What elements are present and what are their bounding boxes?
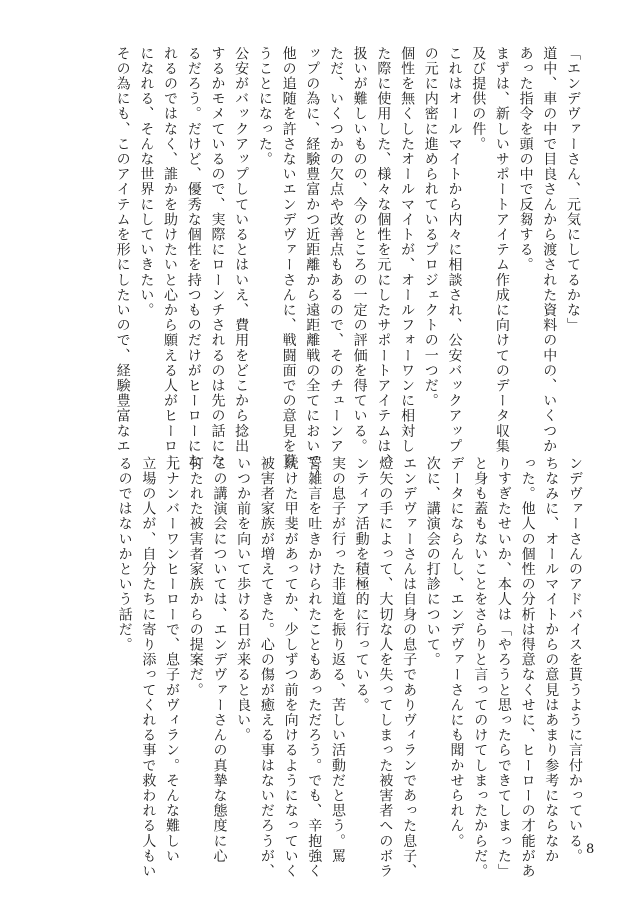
text-line: た際に使用した、様々な個性を元にしたサポートアイテムは、	[375, 46, 392, 469]
text-line: るだろう。だけど、優秀な個性を持つものだけがヒーローにな	[185, 46, 202, 469]
text-line: エンデヴァーさんは自身の息子でありヴィランであった息子、	[401, 456, 418, 879]
text-line: 個性を無くしたオールマイトが、オールフォーワンに相対し	[399, 46, 416, 454]
text-line: 扱いが難しいものの、今のところの一定の評価を得ている。	[351, 46, 368, 454]
text-line: ただ、いくつかの欠点や改善点もあるので、そのチューンア	[327, 46, 344, 454]
text-line: 及び提供の件。	[470, 46, 487, 152]
text-line: うことになった。	[256, 46, 273, 167]
text-line: 詈雑言を吐きかけられたこともあっただろう。でも、辛抱強く	[306, 456, 323, 879]
text-line: するかモメているので、実際にローンチされるのは先の話にな	[209, 46, 226, 469]
text-line: れるのではなく、誰かを助けたいと心から願える人がヒーロー	[162, 46, 179, 469]
text-line: 元ナンバーワンヒーローで、息子がヴィラン。そんな難しい	[164, 456, 181, 864]
text-line: と身も蓋もないことをさらりと言ってのけてしまったからだ。	[472, 456, 489, 879]
text-line: の元に内密に進められているプロジェクトの一つだ。	[422, 46, 439, 409]
text-line: 「エンデヴァーさん、元気にしてるかな」	[565, 46, 581, 333]
text-line: データにならんし、エンデヴァーさんにも聞かせられん。	[448, 456, 465, 849]
text-line: この講演会については、エンデヴァーさんの真摯な態度に心	[211, 456, 228, 864]
text-line: これはオールマイトから内々に相談され、公安バックアップ	[446, 46, 463, 454]
text-line: 打たれた被害者家族からの提案だ。	[187, 456, 204, 698]
text-line: ちなみに、オールマイトからの意見はあまり参考にならなか	[543, 456, 560, 864]
text-line: 続けた甲斐があってか、少しずつ前を向けるようになっていく	[282, 456, 299, 879]
text-line: になれる、そんな世界にしていきたい。	[138, 46, 155, 318]
text-line: 公安がバックアップしているとはいえ、費用をどこから捻出	[233, 46, 250, 454]
lower-text-block	[112, 456, 586, 879]
text-line: あった指令を頭の中で反芻する。	[517, 46, 534, 273]
text-line: ップの為に、経験豊富かつ近距離から遠距離戦の全てにおいて、	[304, 46, 321, 484]
text-line: ンティア活動を積極的に行っている。	[353, 456, 370, 713]
text-line: 被害者家族が増えてきた。心の傷が癒える事はないだろうが、	[258, 456, 275, 879]
text-line: いつか前を向いて歩ける日が来ると良い。	[235, 456, 252, 743]
text-line: まずは、新しいサポートアイテム作成に向けてのデータ収集	[493, 46, 510, 454]
text-line: ンデヴァーさんのアドバイスを貰うように言付かっている。	[567, 456, 583, 864]
text-line: 道中、車の中で目良さんから渡された資料の中の、いくつか	[541, 46, 558, 454]
text-line: 他の追随を許さないエンデヴァーさんに、戦闘面での意見を貰	[280, 46, 297, 469]
text-line: 燈矢の手によって、大切な人を失ってしまった被害者へのボラ	[377, 456, 394, 879]
text-line: 実の息子が行った非道を振り返る、苦しい活動だと思う。罵	[329, 456, 346, 864]
text-line: るのではないかという話だ。	[116, 456, 133, 653]
text-line: 次に、講演会の打診について。	[424, 456, 441, 668]
upper-text-block	[110, 46, 584, 484]
text-line: りすぎたせいか、本人は「やろうと思ったらできてしまった」	[495, 456, 512, 879]
text-line: その為にも、このアイテムを形にしたいので、経験豊富なエ	[114, 46, 131, 454]
text-line: 立場の人が、自分たちに寄り添ってくれる事で救われる人もい	[140, 456, 157, 879]
text-line: った。他人の個性の分析は得意なくせに、ヒーローの才能があ	[519, 456, 536, 879]
page-number: 8	[586, 842, 595, 857]
